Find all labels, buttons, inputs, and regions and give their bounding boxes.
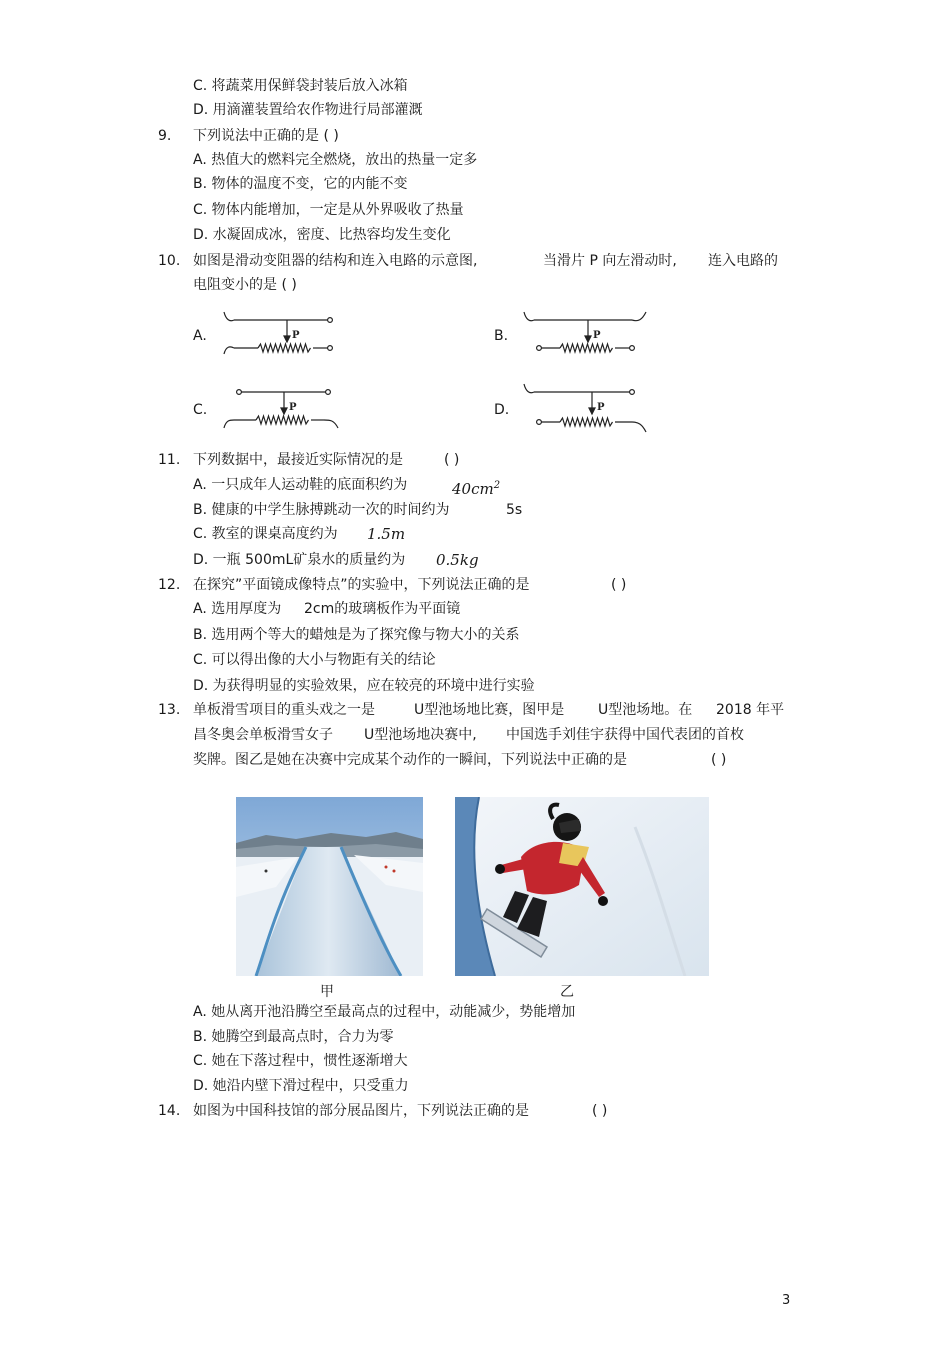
q11-stem: 下列数据中，最接近实际情况的是 <box>193 452 403 468</box>
q10-stem-line2: 电阻变小的是 ( ) <box>193 277 297 293</box>
rheostat-diagram-a <box>222 308 342 360</box>
resistance-coil <box>258 344 311 352</box>
rheostat-diagram-c <box>222 382 342 434</box>
q14-number: 14. <box>158 1103 181 1119</box>
resistance-coil <box>256 416 309 424</box>
halfpipe-photo <box>236 797 423 976</box>
q13-stem-3: 奖牌。图乙是她在决赛中完成某个动作的一瞬间，下列说法中正确的是 <box>193 752 627 768</box>
q12-option-b: B. 选用两个等大的蜡烛是为了探究像与物大小的关系 <box>193 627 520 643</box>
slider-arrow <box>284 336 290 342</box>
wire-bottom-right <box>324 420 338 428</box>
q10-stem-part1: 如图是滑动变阻器的结构和连入电路的示意图, <box>193 253 478 269</box>
terminal-bottom-left <box>537 346 542 351</box>
wire-top-left <box>224 312 234 321</box>
resistance-coil <box>560 418 613 426</box>
slider-arrow <box>281 408 287 414</box>
q10-stem-part3: 连入电路的 <box>708 253 778 269</box>
slider-label: P <box>292 330 300 341</box>
q10-label-c: C. <box>193 402 208 418</box>
q10-label-a: A. <box>193 328 207 344</box>
q13-stem-1d: 2018 年平 <box>716 702 785 718</box>
snowboarder-photo <box>455 797 709 976</box>
wire-top-right <box>632 312 646 321</box>
q9-option-d: D. 水凝固成冰，密度、比热容均发生变化 <box>193 227 451 243</box>
q11-answer-paren: ( ) <box>444 452 460 468</box>
terminal-bottom-left <box>537 420 542 425</box>
q12-option-d: D. 为获得明显的实验效果，应在较亮的环境中进行实验 <box>193 678 535 694</box>
q8-option-c: C. 将蔬菜用保鲜袋封装后放入冰箱 <box>193 78 408 94</box>
q9-stem: 下列说法中正确的是 ( ) <box>193 128 339 144</box>
q13-stem-1c: U型池场地。在 <box>598 702 693 718</box>
q9-option-b: B. 物体的温度不变，它的内能不变 <box>193 176 408 192</box>
q11-option-d-value: 0.5kg <box>436 551 479 569</box>
terminal-bottom-right <box>630 346 635 351</box>
q13-answer-paren: ( ) <box>711 752 727 768</box>
terminal-top-right <box>630 390 635 395</box>
q9-number: 9. <box>158 128 172 144</box>
q14-answer-paren: ( ) <box>592 1103 608 1119</box>
q10-label-b: B. <box>494 328 509 344</box>
q13-number: 13. <box>158 702 181 718</box>
caption-yi: 乙 <box>560 984 574 1000</box>
resistance-coil <box>560 344 613 352</box>
q11-option-b: B. 健康的中学生脉搏跳动一次的时间约为 <box>193 502 450 518</box>
q9-option-a: A. 热值大的燃料完全燃烧，放出的热量一定多 <box>193 152 478 168</box>
q13-stem-2b: U型池场地决赛中, <box>364 727 477 743</box>
wire-bottom-left <box>224 420 234 428</box>
q13-stem-2a: 昌冬奥会单板滑雪女子 <box>193 727 333 743</box>
terminal-top-right <box>326 390 331 395</box>
wire-bottom-right <box>632 422 646 432</box>
terminal-top-right <box>328 318 333 323</box>
q13-option-a: A. 她从离开池沿腾空至最高点的过程中，动能减少，势能增加 <box>193 1004 576 1020</box>
q12-option-c: C. 可以得出像的大小与物距有关的结论 <box>193 652 436 668</box>
q13-stem-1a: 单板滑雪项目的重头戏之一是 <box>193 702 375 718</box>
q9-option-c: C. 物体内能增加，一定是从外界吸收了热量 <box>193 202 464 218</box>
q14-stem: 如图为中国科技馆的部分展品图片，下列说法正确的是 <box>193 1103 529 1119</box>
terminal-top-left <box>237 390 242 395</box>
wire-top-left <box>524 312 534 321</box>
q11-option-c: C. 教室的课桌高度约为 <box>193 526 338 542</box>
slider-label: P <box>597 402 605 413</box>
slider-label: P <box>593 330 601 341</box>
slider-label: P <box>289 402 297 413</box>
q10-stem-part2: 当滑片 P 向左滑动时, <box>543 253 677 269</box>
q12-option-a: A. 选用厚度为 <box>193 601 282 617</box>
q12-answer-paren: ( ) <box>611 577 627 593</box>
q12-stem: 在探究”平面镜成像特点”的实验中，下列说法正确的是 <box>193 577 530 593</box>
caption-jia: 甲 <box>320 984 334 1000</box>
slider-arrow <box>585 336 591 342</box>
q13-option-b: B. 她腾空到最高点时，合力为零 <box>193 1029 394 1045</box>
q13-stem-1b: U型池场地比赛，图甲是 <box>414 702 565 718</box>
rheostat-diagram-b <box>522 308 652 360</box>
rheostat-diagram-d <box>522 382 652 434</box>
wire-bottom-left <box>224 347 234 354</box>
wire-top-left <box>524 384 534 393</box>
q10-label-d: D. <box>494 402 510 418</box>
q8-option-d: D. 用滴灌装置给农作物进行局部灌溉 <box>193 102 423 118</box>
terminal-bottom-right <box>328 346 333 351</box>
slider-arrow <box>589 408 595 414</box>
q11-option-a-value: $40cm^2$ <box>452 480 501 498</box>
q12-option-a-rest: 2cm的玻璃板作为平面镜 <box>304 601 461 617</box>
q11-option-c-value: 1.5m <box>367 525 406 543</box>
q10-number: 10. <box>158 253 181 269</box>
q13-option-c: C. 她在下落过程中，惯性逐渐增大 <box>193 1053 408 1069</box>
q11-option-b-value: 5s <box>506 502 523 518</box>
q11-number: 11. <box>158 452 181 468</box>
q12-number: 12. <box>158 577 181 593</box>
q11-option-a: A. 一只成年人运动鞋的底面积约为 <box>193 477 408 493</box>
page-number: 3 <box>782 1293 791 1308</box>
q13-option-d: D. 她沿内壁下滑过程中，只受重力 <box>193 1078 409 1094</box>
q13-stem-2c: 中国选手刘佳宇获得中国代表团的首枚 <box>506 727 744 743</box>
q11-option-d: D. 一瓶 500mL矿泉水的质量约为 <box>193 552 406 568</box>
